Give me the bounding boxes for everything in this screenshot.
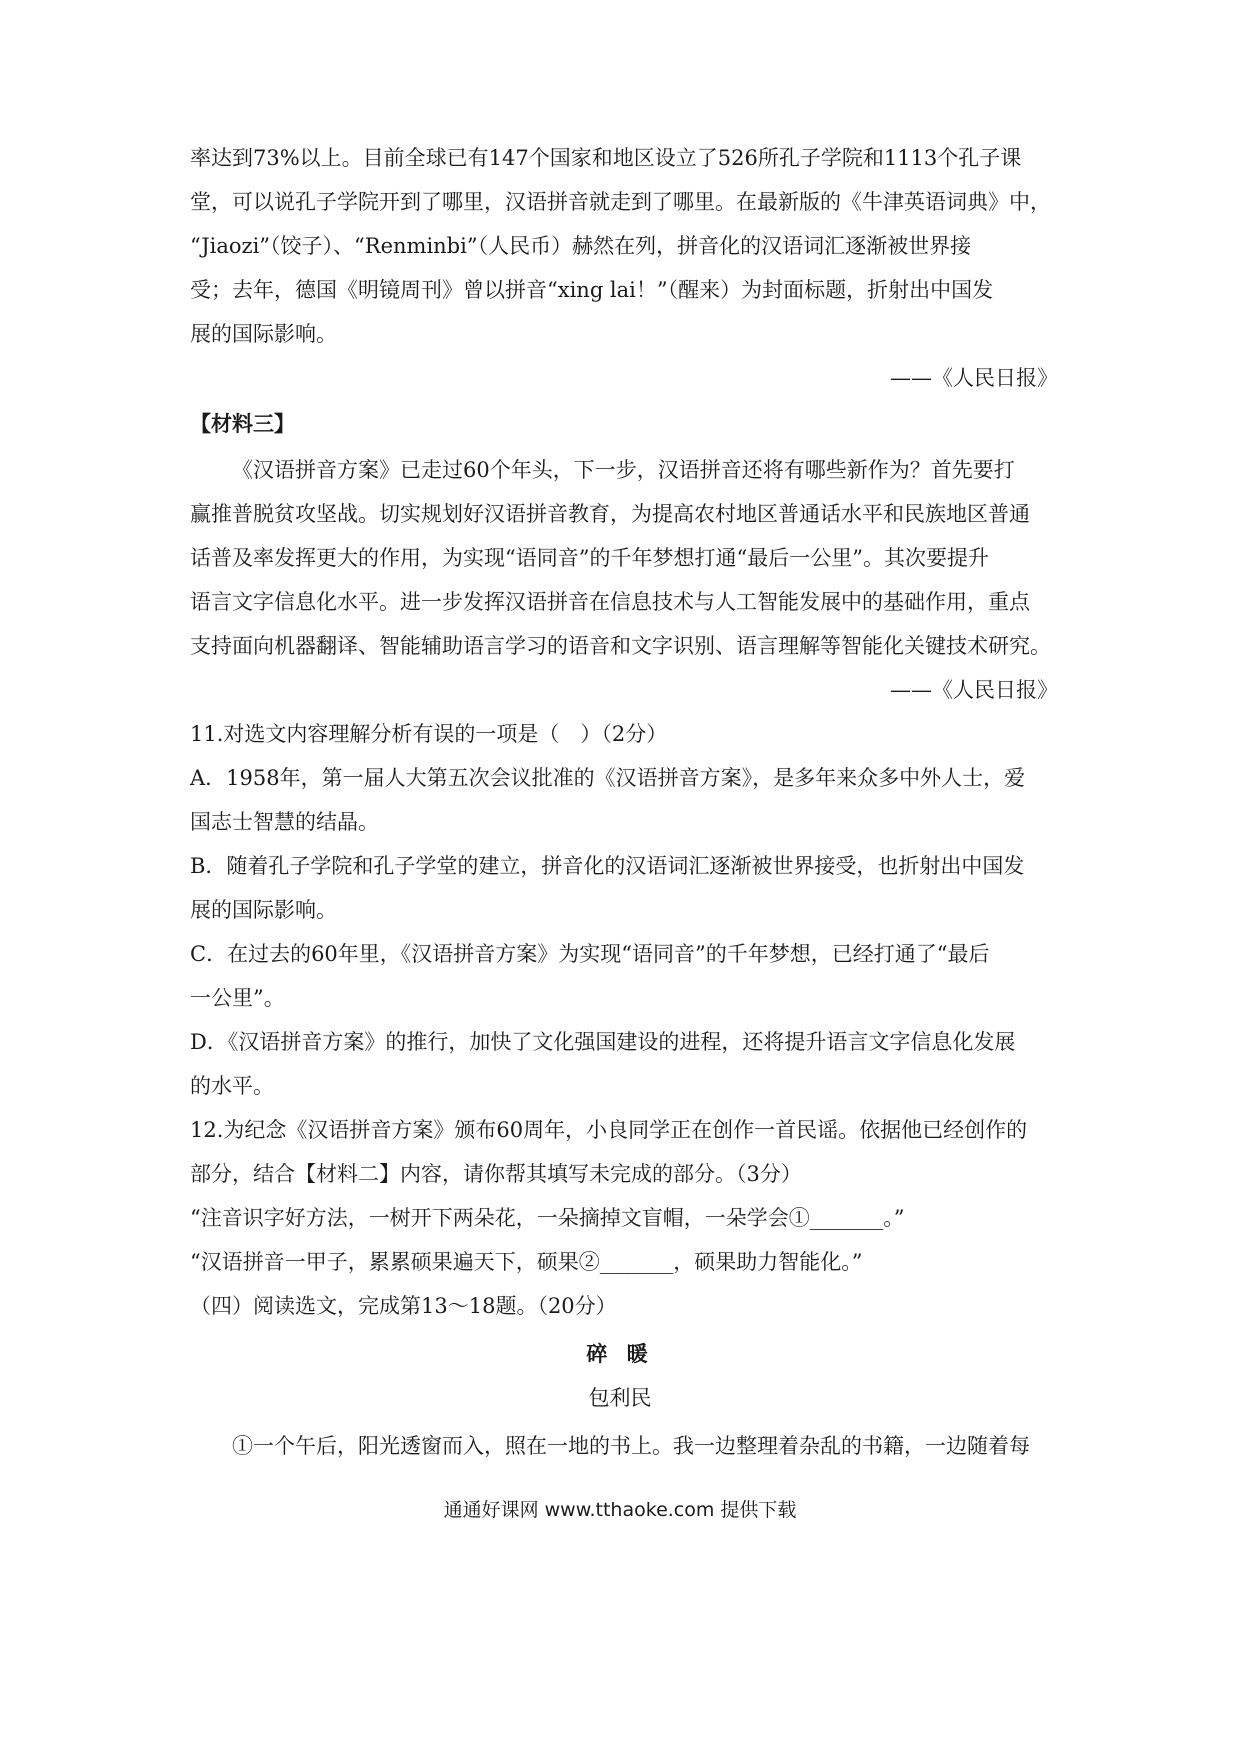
text-line: 支持面向机器翻译、智能辅助语言学习的语音和文字识别、语言理解等智能化关键技术研究。 (190, 634, 1051, 658)
article-author: 包利民 (588, 1386, 652, 1410)
text-line: 受；去年，德国《明镜周刊》曾以拼音“xing lai！”（醒来）为封面标题，折射出中国发 (190, 278, 994, 302)
page-footer: 通通好课网 www.tthaoke.com 提供下载 (443, 1499, 797, 1521)
source-citation: ——《人民日报》 (890, 678, 1058, 702)
option-d-cont: 的水平。 (190, 1074, 274, 1098)
text-line: 语言文字信息化水平。进一步发挥汉语拼音在信息技术与人工智能发展中的基础作用，重点 (190, 590, 1030, 614)
option-b: B．随着孔子学院和孔子学堂的建立，拼音化的汉语词汇逐渐被世界接受，也折射出中国发 (190, 854, 1025, 878)
article-first-line: ①一个午后，阳光透窗而入，照在一地的书上。我一边整理着杂乱的书籍，一边随着每 (232, 1434, 1030, 1458)
text-line: 话普及率发挥更大的作用，为实现“语同音”的千年梦想打通“最后一公里”。其次要提升 (190, 546, 989, 570)
text-line: 赢推普脱贫攻坚战。切实规划好汉语拼音教育，为提高农村地区普通话水平和民族地区普通 (190, 502, 1030, 526)
source-citation: ——《人民日报》 (890, 366, 1058, 390)
option-c: C．在过去的60年里，《汉语拼音方案》为实现“语同音”的千年梦想，已经打通了“最后 (190, 942, 990, 966)
section-heading: 【材料三】 (190, 411, 295, 436)
option-b-cont: 展的国际影响。 (190, 898, 337, 922)
text-line: 展的国际影响。 (190, 322, 337, 346)
ballad-line-1: “注音识字好方法，一树开下两朵花，一朵摘掉文盲帽，一朵学会①_______。” (190, 1206, 905, 1230)
question-stem: 12.为纪念《汉语拼音方案》颁布60周年，小良同学正在创作一首民谣。依据他已经创作的 (190, 1118, 1028, 1142)
question-stem-cont: 部分，结合【材料二】内容，请你帮其填写未完成的部分。（3分） (190, 1162, 802, 1186)
question-stem: 11.对选文内容理解分析有误的一项是（ ）（2分） (190, 722, 668, 746)
option-c-cont: 一公里”。 (190, 986, 285, 1010)
option-d: D．《汉语拼音方案》的推行，加快了文化强国建设的进程，还将提升语言文字信息化发展 (190, 1030, 1016, 1054)
text-line: 率达到73%以上。目前全球已有147个国家和地区设立了526所孔子学院和1113个孔子课 (190, 146, 1022, 170)
text-line: 《汉语拼音方案》已走过60个年头，下一步，汉语拼音还将有哪些新作为？首先要打 (232, 458, 1015, 482)
text-line: 堂，可以说孔子学院开到了哪里，汉语拼音就走到了哪里。在最新版的《牛津英语词典》中， (190, 190, 1051, 214)
section-intro: （四）阅读选文，完成第13～18题。（20分） (190, 1294, 617, 1318)
ballad-line-2: “汉语拼音一甲子，累累硕果遍天下，硕果②_______，硕果助力智能化。” (190, 1250, 863, 1274)
option-a-cont: 国志士智慧的结晶。 (190, 810, 379, 834)
option-a: A．1958年，第一届人大第五次会议批准的《汉语拼音方案》，是多年来众多中外人士，爱 (190, 766, 1026, 790)
text-line: “Jiaozi”（饺子）、“Renminbi”（人民币）赫然在列，拼音化的汉语词汇逐渐被世界接 (190, 234, 972, 258)
article-title: 碎 暖 (586, 1341, 654, 1366)
